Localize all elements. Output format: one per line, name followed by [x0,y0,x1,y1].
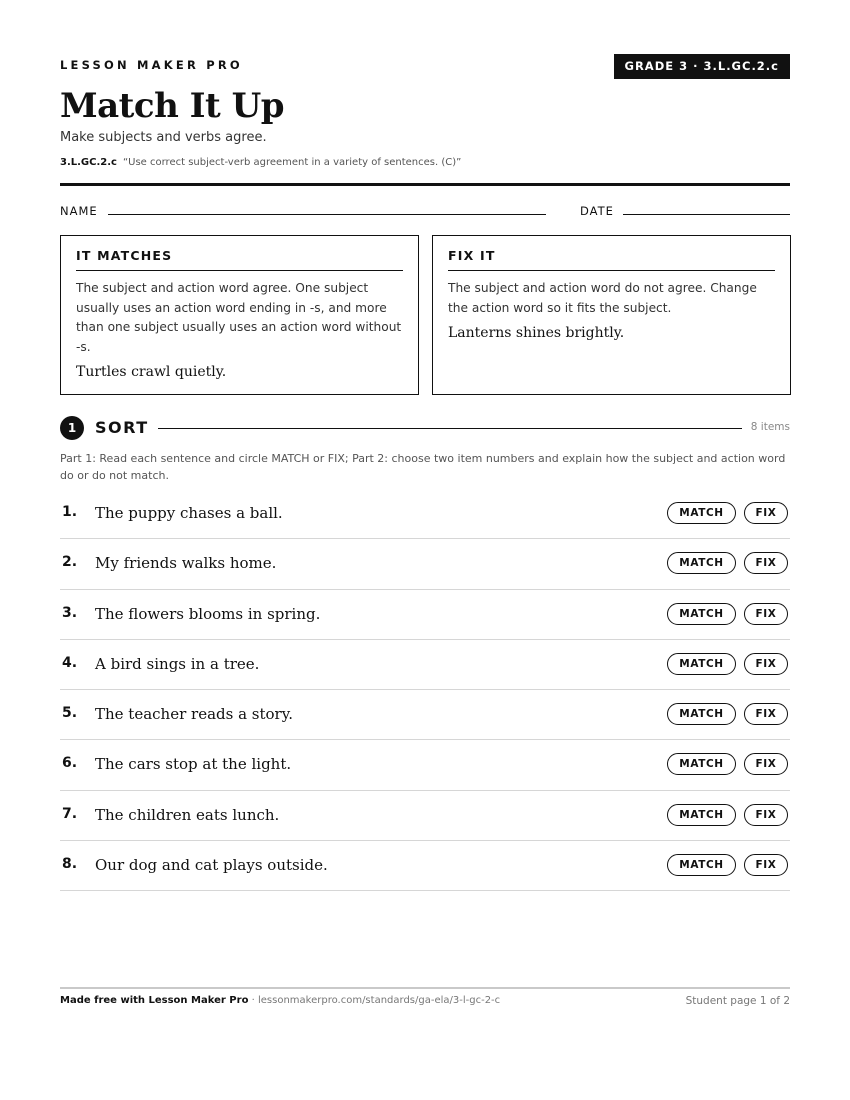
worksheet-page [60,0,790,1100]
rule-text: The subject and action word agree. One subject usually uses an action word ending in -s, and more than one subject usually uses an action word without -s. [76,281,402,354]
list-item [60,640,790,690]
list-item [60,539,790,589]
match-choice[interactable]: MATCH [667,502,736,524]
list-item [60,489,790,539]
list-item [60,740,790,790]
standard-text: “Use correct subject-verb agreement in a variety of sentences. (C)” [122,157,462,168]
item-sentence: A bird sings in a tree. [95,654,260,673]
rule-title: IT MATCHES [76,248,403,271]
item-sentence: The flowers blooms in spring. [95,604,321,623]
rule-title: FIX IT [448,248,775,271]
name-label: NAME [60,204,98,218]
list-item [60,690,790,740]
item-sentence: The puppy chases a ball. [95,504,283,522]
section-number: 1 [60,416,84,440]
match-choice[interactable]: MATCH [667,804,736,826]
fix-choice[interactable]: FIX [744,603,788,625]
fix-choice[interactable]: FIX [744,854,788,876]
standard-code: 3.L.GC.2.c [60,157,117,168]
footer-credit [60,995,500,1006]
footer-divider [60,987,790,989]
fix-choice[interactable]: FIX [744,804,788,826]
fix-choice[interactable]: FIX [744,653,788,675]
standard-line [60,157,461,168]
fix-choice[interactable]: FIX [744,753,788,775]
footer-brand: Made free with Lesson Maker Pro [60,995,249,1006]
item-number: 4. [62,654,78,671]
match-choice[interactable]: MATCH [667,653,736,675]
page-indicator: Student page 1 of 2 [685,995,790,1007]
rule-box-it-matches [60,235,419,395]
section-title: SORT [95,418,149,437]
item-number: 1. [62,504,78,520]
header-divider [60,183,790,186]
list-item [60,791,790,841]
rule-example: Turtles crawl quietly. [76,364,227,380]
fix-choice[interactable]: FIX [744,552,788,574]
date-label: DATE [580,204,614,218]
item-list [60,489,790,891]
item-sentence: The cars stop at the light. [95,755,292,774]
list-item [60,590,790,640]
item-number: 6. [62,755,78,772]
match-choice[interactable]: MATCH [667,552,736,574]
match-choice[interactable]: MATCH [667,603,736,625]
item-number: 8. [62,856,78,873]
name-line[interactable] [108,214,546,215]
fix-choice[interactable]: FIX [744,703,788,725]
item-number: 7. [62,805,78,822]
list-item [60,841,790,891]
item-number: 2. [62,554,78,571]
page-title: Match It Up [60,86,284,126]
rule-text: The subject and action word do not agree. Change the action word so it fits the subject. [448,281,757,315]
fix-choice[interactable]: FIX [744,502,788,524]
item-number: 3. [62,604,78,621]
page-subtitle: Make subjects and verbs agree. [60,130,267,145]
item-sentence: The teacher reads a story. [95,705,293,724]
instructions: Part 1: Read each sentence and circle MATCH or FIX; Part 2: choose two item numbers and explain how the subject and action word do or do not match. [60,452,786,482]
date-line[interactable] [623,214,790,215]
grade-badge: GRADE 3 · 3.L.GC.2.c [614,54,790,79]
item-sentence: The children eats lunch. [95,805,280,824]
brand-name: LESSON MAKER PRO [60,58,243,72]
match-choice[interactable]: MATCH [667,854,736,876]
match-choice[interactable]: MATCH [667,753,736,775]
section-divider [158,428,742,429]
match-choice[interactable]: MATCH [667,703,736,725]
rule-box-fix-it [432,235,791,395]
footer-url[interactable]: · lessonmakerpro.com/standards/ga-ela/3-l-gc-2-c [248,995,501,1006]
item-count: 8 items [750,421,790,433]
item-sentence: Our dog and cat plays outside. [95,856,328,875]
item-number: 5. [62,705,78,722]
item-sentence: My friends walks home. [95,554,277,573]
rule-example: Lanterns shines brightly. [448,325,625,341]
